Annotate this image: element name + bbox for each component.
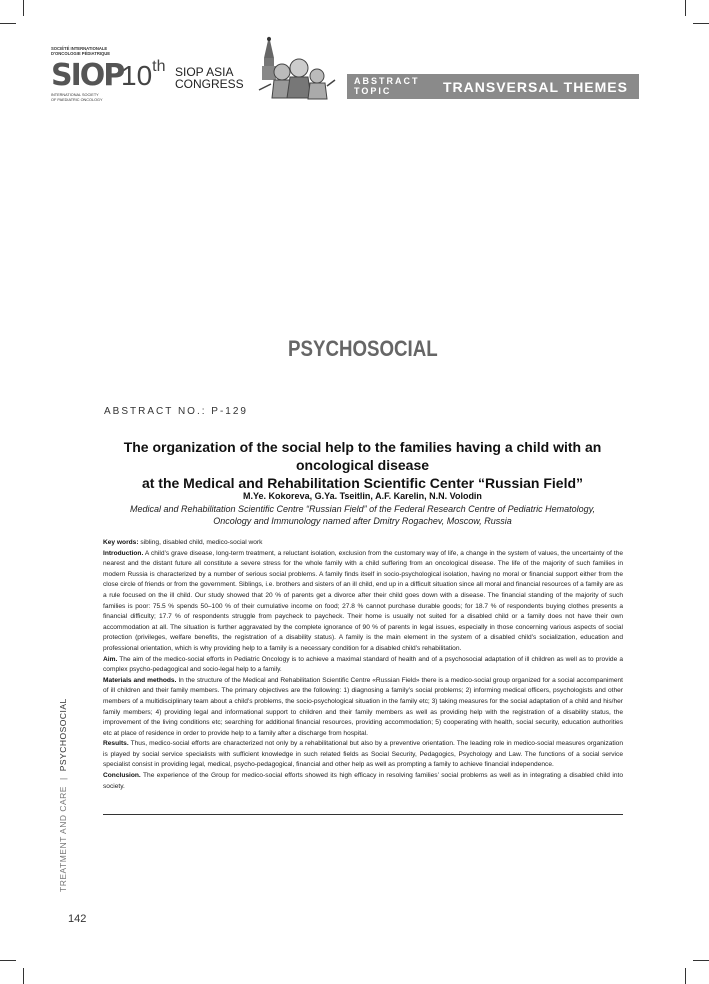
keywords-text: sibling, disabled child, medico-social work — [138, 539, 263, 546]
siop-logo-bottom-text — [51, 93, 121, 102]
introduction-label: Introduction. — [103, 549, 144, 557]
topic-label-line: ABSTRACT — [354, 76, 420, 86]
article-title — [100, 438, 625, 492]
crop-mark — [693, 960, 709, 961]
congress-number — [121, 60, 166, 92]
congress-number-suffix: th — [152, 58, 166, 75]
aim-paragraph — [103, 655, 623, 676]
article-affiliation — [100, 503, 625, 527]
side-label-category: TREATMENT AND CARE — [58, 786, 68, 892]
siop-logo-top-text — [51, 46, 121, 56]
aim-text: The aim of the medico-social efforts in Pediatric Oncology is to achieve a maximal standard of health and of a psychosocial adaptation of ill children as well as to provide a complex psycho-pedagogical and socio-legal help to a family. — [103, 655, 623, 674]
article-end-rule — [103, 814, 623, 815]
siop-logo — [51, 46, 124, 102]
abstract-topic-value: TRANSVERSAL THEMES — [443, 79, 628, 95]
page-header — [0, 0, 709, 110]
siop-bottom-line: OF PAEDIATRIC ONCOLOGY — [51, 97, 103, 102]
side-label-section: PSYCHOSOCIAL — [58, 698, 68, 772]
crop-mark — [0, 960, 16, 961]
side-label-separator: | — [58, 777, 68, 781]
abstract-number: ABSTRACT NO.: P-129 — [104, 406, 248, 417]
methods-label: Materials and methods. — [103, 676, 177, 684]
congress-line: CONGRESS — [175, 77, 244, 91]
introduction-text: A child’s grave disease, long-term treatment, a reluctant isolation, exclusion from the customary way of life, a change in the system of values, the uncertainty of the nearest and the distant future all constitute a severe stress for the whole family with a child suffering from an oncological disease. The life of the majority of such families in modern Russia is characterized by a number of serious social problems. A family finds itself in socio-psychological isolation, having no moral or financial support either from the close circle of friends or from the government. Siblings, i.e. brothers and sisters of an ill child, end up in a difficult situation since all moral and financial resources of a family are as a rule focused on the ill child. Our study showed that 20 % of parents get a divorce after their child goes down with a disease. The financial standing of the majority of such families is poor: 75.5 % spends 50–100 % of their cumulative income on food; 27.8 % cannot purchase durable goods; for 18.7 % of respondents buying clothes presents a financial difficulty; 17.7 % of respondents struggle from paycheck to paycheck. Their home is usually not suited for a disabled child or a family does not have their own accommodation at all. The situation is further aggravated by the complete ignorance of 90 % of parents in legal issues, especially in those concerning various aspects of social protection (privileges, welfare benefits, the registration of a disability status). A family is the main element in the system of a disabled child’s socialization, education and professional orientation, which is why providing help to a family is a necessary condition for a disabled child’s rehabilitation. — [103, 549, 623, 652]
topic-label-line: TOPIC — [354, 86, 392, 96]
article-title-line: at the Medical and Rehabilitation Scientific Center “Russian Field” — [141, 475, 584, 491]
congress-name — [175, 66, 244, 90]
page-number: 142 — [68, 913, 87, 925]
kremlin-children-illustration — [245, 36, 337, 102]
abstract-topic-banner — [347, 74, 639, 99]
results-text: Thus, medico-social efforts are characterized not only by a rehabilitational but also by a preventive orientation. The leading role in medico-social measures organization is played by social service specialists with sufficient knowledge in such related fields as Social Security, Pedagogics, Psychology and Law. The functions of a social service specialist consist in providing legal, medical, psycho-pedagogical, financial and other help as well as prompting a family to achieve financial independence. — [103, 740, 623, 769]
article-body — [103, 538, 623, 792]
congress-line: SIOP ASIA — [175, 65, 234, 79]
congress-number-value: 10 — [121, 60, 153, 91]
keywords-label: Key words: — [103, 539, 139, 546]
methods-text: In the structure of the Medical and Rehabilitation Scientific Centre «Russian Field» there is a medico-social group organized for a social accompaniment of ill children and their family members. The primary objectives are the following: 1) diagnosing a family’s social problems; 2) informing medical officers, psychologists and other members of a multidisciplinary team about a child’s problems, the socio-psychological situation in the family etc; 3) taking measures for the social adaptation of a child and his/her family members; 4) providing legal and informational support to children and their family members as well as providing help with the registration of a disability status, the improvement of the living conditions etc; searching for additional financial resources, providing accommodation; 5) cooperating with health, social security, education authorities etc at place of residence in order to provide help to a family after a discharge from hospital. — [103, 676, 623, 737]
abstract-topic-label — [354, 76, 420, 96]
crop-mark — [23, 968, 24, 984]
article-title-line: The organization of the social help to the families having a child with an oncological disease — [123, 439, 602, 473]
keywords-paragraph — [103, 538, 623, 549]
conclusion-text: The experience of the Group for medico-social efforts showed its high efficacy in resolving families’ social problems as well as in integrating a disabled child into society. — [103, 772, 623, 790]
conclusion-label: Conclusion. — [103, 772, 141, 780]
crop-mark — [685, 968, 686, 984]
side-running-label — [58, 698, 68, 892]
affiliation-line: Medical and Rehabilitation Scientific Centre “Russian Field” of the Federal Research Centre of Pediatric Hematology, — [129, 504, 596, 514]
siop-wordmark: SIOP — [51, 58, 124, 93]
article-authors: M.Ye. Kokoreva, G.Ya. Tseitlin, A.F. Karelin, N.N. Volodin — [243, 491, 482, 501]
siop-top-line: SOCIÉTÉ INTERNATIONALE — [51, 46, 108, 51]
aim-label: Aim. — [103, 655, 118, 663]
section-title: PSYCHOSOCIAL — [288, 336, 438, 361]
results-paragraph — [103, 739, 623, 771]
results-label: Results. — [103, 740, 129, 748]
siop-top-line: D'ONCOLOGIE PÉDIATRIQUE — [51, 51, 111, 56]
introduction-paragraph — [103, 549, 623, 655]
conclusion-paragraph — [103, 771, 623, 792]
siop-bottom-line: INTERNATIONAL SOCIETY — [51, 93, 99, 97]
methods-paragraph — [103, 676, 623, 740]
affiliation-line: Oncology and Immunology named after Dmitry Rogachev, Moscow, Russia — [213, 516, 512, 526]
